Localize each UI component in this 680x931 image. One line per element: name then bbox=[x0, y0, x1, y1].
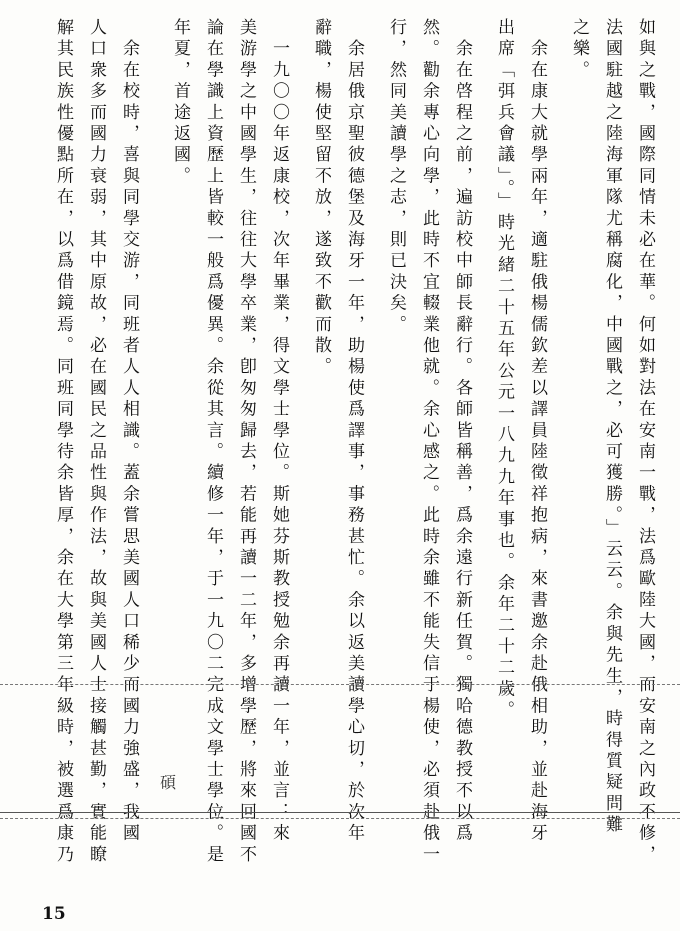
text-column-4: 余在康大就學兩年，適駐俄楊儒欽差以譯員陸徵祥抱病，來書邀余赴俄相助，並赴海牙 bbox=[527, 18, 547, 845]
text-column-8: 行，然同美讀學之志，則已決矣。 bbox=[386, 18, 406, 336]
text-column-12: 美游學之中國學生，往往大學卒業，卽匆匆歸去，若能再讀一二年，多增學歷，將來回國不 bbox=[236, 18, 256, 866]
text-column-9: 余居俄京聖彼德堡及海牙一年，助楊使爲譯事，事務甚忙。余以返美讀學心切，於次年 bbox=[344, 18, 364, 845]
text-column-10: 辭職，楊使堅留不放，遂致不歡而散。 bbox=[311, 18, 331, 379]
text-column-14: 年夏，首途返國。 bbox=[170, 18, 190, 188]
page-number: 15 bbox=[42, 904, 66, 924]
text-column-15: 余在校時，喜與同學交游，同班者人人相識。蓋余嘗思美國人口稀少而國力強盛，我國 bbox=[119, 18, 139, 845]
text-column-3: 之樂。 bbox=[569, 18, 589, 82]
text-column-16: 人口衆多而國力衰弱，其中原故，必在國民之品性與作法，故與美國人士接觸甚勤，實能瞭 bbox=[86, 18, 106, 866]
scan-line-artifact bbox=[0, 812, 680, 813]
text-column-1: 如與之戰，國際同情未必在華。何如對法在安南一戰，法爲歐陸大國，而安南之內政不修， bbox=[635, 18, 655, 866]
text-column-2: 法國駐越之陸海軍隊尤稱腐化，中國戰之，必可獲勝。」云云。余與先生，時得質疑問難 bbox=[602, 18, 622, 837]
text-column-17: 解其民族性優點所在，以爲借鏡焉。同班同學待余皆厚，余在大學第三年級時，被選爲康乃 bbox=[53, 18, 73, 866]
text-column-13: 論在學識上資歷上皆較一般爲優異。余從其言。續修一年，于一九〇二完成文學士學位。是 bbox=[203, 18, 223, 866]
text-column-11: 一九〇〇年返康校，次年畢業，得文學士學位。斯她芬斯教授勉余再讀一年，並言：來 bbox=[269, 18, 289, 845]
text-column-7: 然。勸余專心向學，此時不宜輟業他就。余心感之。此時余雖不能失信于楊使，必須赴俄一 bbox=[419, 18, 439, 866]
scan-line-artifact bbox=[0, 818, 680, 819]
text-column-6: 余在啓程之前，遍訪校中師長辭行。各師皆稱善，爲余遠行新任賀。獨哈德教授不以爲 bbox=[452, 18, 472, 845]
handwritten-margin-note: 碩 bbox=[160, 773, 177, 792]
text-column-5: 出席「弭兵會議」。」時光緒二十五年公元一八九九年事也。余年二十二歲。 bbox=[494, 18, 514, 722]
scan-line-artifact bbox=[0, 684, 680, 685]
